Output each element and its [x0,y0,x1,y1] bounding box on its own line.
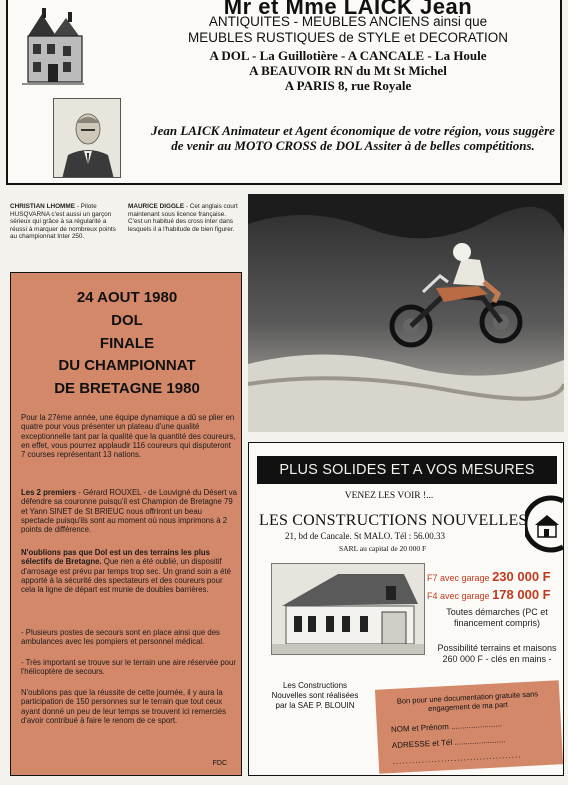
house-photo [271,563,425,655]
builder-credit: Les Constructions Nouvelles sont réalisées par la SAE P. BLOUIN [271,681,359,710]
event-date: 24 AOUT 1980 [76,289,178,306]
rider-caption-lhomme [10,203,122,241]
owner-name: Mr et Mme LAICK Jean [223,0,473,19]
documentation-coupon[interactable] [375,680,563,774]
paragraph-lead: N'oublions pas que Dol est un des terrains les plus sélectifs de Bretagne. [21,548,211,567]
manor-house-illustration [22,6,84,88]
price-f7: F7 avec garage 230 000 F [427,569,551,584]
event-paragraph: N'oublions pas que Dol est un des terrains les plus sélectifs de Bretagne. Que rien a été oublié, un dispositif d'arrosage est prévu par temps trop sec. Un grand soin a été apporté à la sécurité des spectateurs et des coureurs pour cela la ligne de départ est munie de doubles barrières. [21,548,231,595]
coupon-extra-line[interactable]: ........................................ [392,750,522,767]
event-finale: FINALE [99,335,155,352]
price-value: 178 000 F [492,587,551,602]
event-paragraph: Pour la 27ème année, une équipe dynamique a dû se plier en quatre pour vous présenter un plateau d'une qualité exceptionnelle tant par la qualité que la quantité des coureurs, en effet, vous pourrez applaudir 116 coureurs qui disputeront 7 courses représentant 13 nations. [21,413,236,460]
rider-caption-diggle [128,203,242,233]
shop-address-1: A DOL - La Guillotière - A CANCALE - La Houle [209,48,487,63]
rider-description: - Pilote HUSQVARNA c'est aussi un garçon sérieux qui grâce à sa régularité a réussi à marquer de nombreux points au championnat Inter 250. [10,203,116,241]
price-value: 230 000 F [492,569,551,584]
coupon-heading: Bon pour une documentation gratuite sans engagement de ma part [396,689,539,714]
signature: FDC [212,760,227,767]
rider-description: - Cet anglais court maintenant sous licence française. C'est un habitué des cross inter dans lesquels il a l'habitude de bien figurer. [128,203,238,233]
construction-advertisement [248,442,564,776]
info-land: Possibilité terrains et maisons 260 000 F - clés en mains - [437,643,557,664]
event-paragraph: - Plusieurs postes de secours sont en place ainsi que des ambulances avec les pompiers et personnel médical. [21,628,220,647]
shop-address-3: A PARIS 8, rue Royale [284,78,412,93]
event-championship: DU CHAMPIONNAT [58,357,196,374]
shop-line-2: MEUBLES RUSTIQUES de STYLE et DECORATION [187,30,509,45]
portrait-photo [53,98,121,178]
rider-name: CHRISTIAN LHOMME [10,203,75,210]
event-town: DOL [111,312,143,329]
shop-address-2: A BEAUVOIR RN du Mt St Michel [249,63,447,78]
company-name: LES CONSTRUCTIONS NOUVELLES [259,512,528,529]
price-f4: F4 avec garage 178 000 F [427,587,551,602]
event-paragraph: - Très important se trouve sur le terrain une aire réservée pour l'hélicoptère de secours. [21,658,236,677]
coupon-address-field[interactable]: ADRESSE et Tél ....................... [391,735,506,751]
info-financing: Toutes démarches (PC et financement compris) [446,607,548,628]
ad-venez: VENEZ LES VOIR !... [344,491,434,501]
event-region: DE BRETAGNE 1980 [54,380,200,397]
event-paragraph: Les 2 premiers - Gérard ROUXEL - de Louvigné du Désert va défendre sa couronne puisqu'il est Champion de Bretagne 79 et Yann SINET de St BRIEUC nous offriront un beau spectacle puisqu'ils sont au moment où nous imprimons à 2 points de différence. [21,488,237,535]
company-capital: SARL au capital de 20 000 F [339,544,427,553]
shop-line-1: ANTIQUITES - MEUBLES ANCIENS ainsi que [208,14,488,29]
event-paragraph: N'oublions pas que la réussite de cette journée, il y aura la participation de 150 personnes sur le terrain que tout ceux ayant donné un peu de leur temps se trouvent ici remerciés d'avoir contribué à faire le renom de ce sport. [21,688,226,725]
event-announcement [10,272,242,776]
company-address: 21, bd de Cancale. St MALO. Tél : 56.00.33 [285,531,446,541]
rider-name: MAURICE DIGGLE [128,203,185,210]
company-logo-icon [525,495,565,553]
ad-banner: PLUS SOLIDES ET A VOS MESURES [257,456,557,484]
motocross-photo [248,194,564,432]
paragraph-lead: Les 2 premiers [21,488,77,497]
antiques-advertisement [6,0,562,185]
coupon-name-field[interactable]: NOM et Prénom ....................... [390,719,503,735]
slogan: Jean LAICK Animateur et Agent économique de votre région, vous suggère de venir au MOTO CROSS de DOL Assiter à de belles compétitions. [151,123,555,153]
